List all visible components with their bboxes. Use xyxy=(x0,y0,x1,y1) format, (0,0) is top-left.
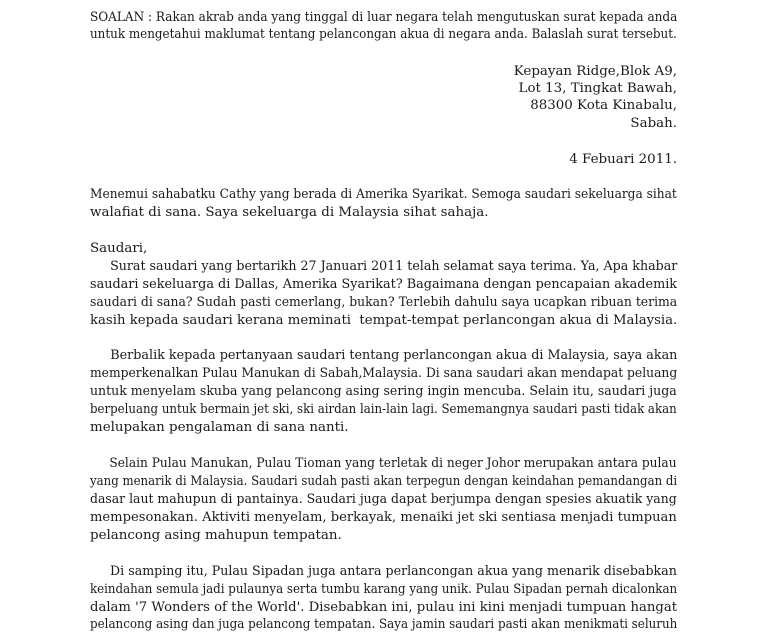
paragraph-1-line-3: saudari di sana? Sudah pasti cemerlang, bukan? Terlebih dahulu saya ucapkan ribuan terima xyxy=(90,295,678,310)
paragraph-1-line-1: Surat saudari yang bertarikh 27 Januari 2011 telah selamat saya terima. Ya, Apa khabar xyxy=(90,259,678,274)
paragraph-3-line-5: pelancong asing mahupun tempatan. xyxy=(90,528,342,543)
greeting-line-2: walafiat di sana. Saya sekeluarga di Malaysia sihat sahaja. xyxy=(90,205,489,220)
address-line-2: Lot 13, Tingkat Bawah, xyxy=(518,81,677,96)
address-line-4: Sabah. xyxy=(630,116,677,131)
paragraph-2-line-2: memperkenalkan Pulau Manukan di Sabah,Malaysia. Di sana saudari akan mendapat peluang xyxy=(90,366,678,381)
paragraph-1-line-4: kasih kepada saudari kerana meminati tempat-tempat perlancongan akua di Malaysia. xyxy=(90,313,678,328)
paragraph-2-line-4: berpeluang untuk bermain jet ski, ski airdan lain-lain lagi. Sememangnya saudari pasti tidak akan xyxy=(90,402,677,417)
paragraph-3-line-2: yang menarik di Malaysia. Saudari sudah pasti akan terpegun dengan keindahan pemandangan di xyxy=(90,474,678,489)
greeting-line-1: Menemui sahabatku Cathy yang berada di Amerika Syarikat. Semoga saudari sekeluarga sihat xyxy=(90,187,677,202)
paragraph-2-line-1: Berbalik kepada pertanyaan saudari tentang perlancongan akua di Malaysia, saya akan xyxy=(90,348,678,363)
paragraph-3-line-1: Selain Pulau Manukan, Pulau Tioman yang terletak di neger Johor merupakan antara pulau xyxy=(90,456,677,471)
paragraph-4-line-4: pelancong asing dan juga pelancong tempatan. Saya jamin saudari pasti akan menikmati seluruh xyxy=(90,617,678,632)
paragraph-2-line-5: melupakan pengalaman di sana nanti. xyxy=(90,420,349,435)
question-line-1: SOALAN : Rakan akrab anda yang tinggal di luar negara telah mengutuskan surat kepada anda xyxy=(90,10,678,25)
paragraph-4-line-3: dalam '7 Wonders of the World'. Disebabkan ini, pulau ini kini menjadi tumpuan hangat xyxy=(90,600,678,615)
paragraph-3-line-3: dasar laut mahupun di pantainya. Saudari juga dapat berjumpa dengan spesies akuatik yang xyxy=(90,492,677,507)
salutation: Saudari, xyxy=(90,241,148,256)
paragraph-4-line-1: Di samping itu, Pulau Sipadan juga antara perlancongan akua yang menarik disebabkan xyxy=(90,564,677,579)
paragraph-4-line-2: keindahan semula jadi pulaunya serta tumbu karang yang unik. Pulau Sipadan pernah dicalonkan xyxy=(90,582,678,597)
paragraph-3-line-4: mempesonakan. Aktiviti menyelam, berkayak, menaiki jet ski sentiasa menjadi tumpuan xyxy=(90,510,677,525)
paragraph-2-line-3: untuk menyelam skuba yang pelancong asing sering ingin mencuba. Selain itu, saudari juga xyxy=(90,384,677,399)
address-line-3: 88300 Kota Kinabalu, xyxy=(530,98,677,113)
paragraph-1-line-2: saudari sekeluarga di Dallas, Amerika Syarikat? Bagaimana dengan pencapaian akademik xyxy=(90,277,678,292)
address-line-1: Kepayan Ridge,Blok A9, xyxy=(513,64,677,79)
question-line-2: untuk mengetahui maklumat tentang pelancongan akua di negara anda. Balaslah surat tersebut. xyxy=(90,27,677,42)
letter-date: 4 Febuari 2011. xyxy=(569,152,677,167)
